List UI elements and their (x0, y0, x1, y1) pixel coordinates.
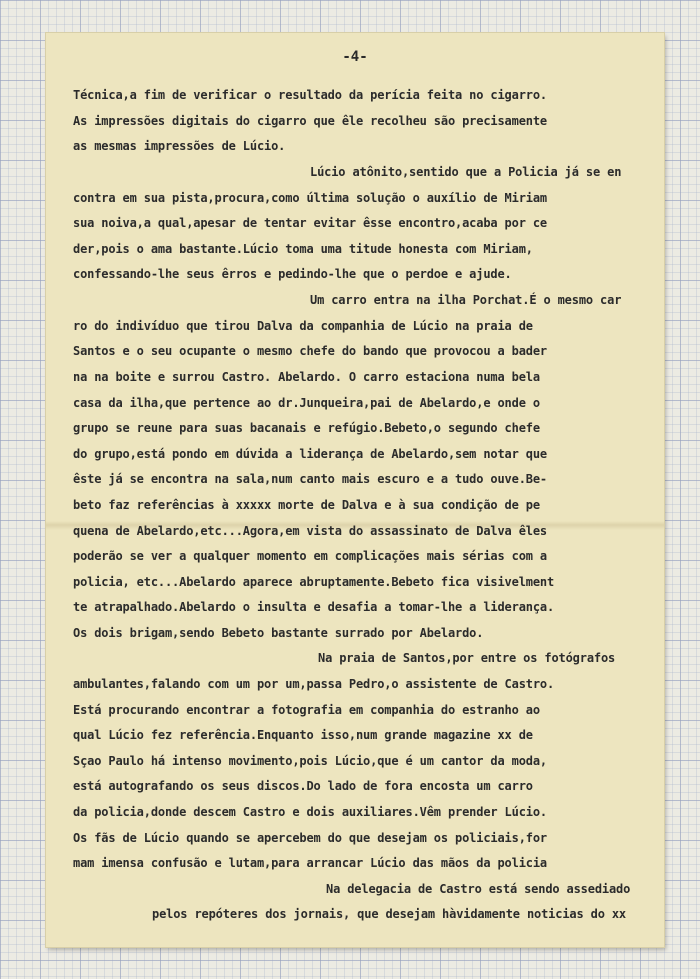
text-line: te atrapalhado.Abelardo o insulta e desafia a tomar-lhe a liderança. (73, 600, 555, 614)
text-line: mam imensa confusão e lutam,para arrancar Lúcio das mãos da policia (73, 856, 547, 870)
text-line: ambulantes,falando com um por um,passa Pedro,o assistente de Castro. (73, 677, 555, 691)
text-line: Santos e o seu ocupante o mesmo chefe do bando que provocou a bader (73, 344, 547, 358)
text-line: casa da ilha,que pertence ao dr.Junqueira,pai de Abelardo,e onde o (73, 396, 540, 410)
text-line: Na praia de Santos,por entre os fotógrafos (318, 651, 616, 665)
text-line: as mesmas impressões de Lúcio. (73, 139, 286, 153)
text-line: contra em sua pista,procura,como última solução o auxílio de Miriam (73, 191, 547, 205)
text-line: da policia,donde descem Castro e dois auxiliares.Vêm prender Lúcio. (73, 805, 547, 819)
text-line: ro do indivíduo que tirou Dalva da companhia de Lúcio na praia de (73, 319, 533, 333)
text-line: pelos repóteres dos jornais, que desejam hàvidamente noticias do xx (152, 907, 626, 921)
text-line: Técnica,a fim de verificar o resultado da perícia feita no cigarro. (73, 88, 547, 102)
text-line: Está procurando encontrar a fotografia em companhia do estranho ao (73, 703, 540, 717)
text-line: está autografando os seus discos.Do lado de fora encosta um carro (73, 779, 533, 793)
text-line: quena de Abelardo,etc...Agora,em vista do assassinato de Dalva êles (73, 524, 547, 538)
text-line: qual Lúcio fez referência.Enquanto isso,num grande magazine xx de (73, 728, 533, 742)
text-line: Os dois brigam,sendo Bebeto bastante surrado por Abelardo. (73, 626, 484, 640)
text-line: do grupo,está pondo em dúvida a liderança de Abelardo,sem notar que (73, 447, 547, 461)
text-line: êste já se encontra na sala,num canto mais escuro e a tudo ouve.Be- (73, 472, 547, 486)
text-line: Lúcio atônito,sentido que a Policia já se en (310, 165, 622, 179)
text-line: na na boite e surrou Castro. Abelardo. O carro estaciona numa bela (73, 370, 540, 384)
text-line: grupo se reune para suas bacanais e refúgio.Bebeto,o segundo chefe (73, 421, 540, 435)
text-line: poderão se ver a qualquer momento em complicações mais sérias com a (73, 549, 547, 563)
typewritten-page (46, 33, 664, 947)
text-line: policia, etc...Abelardo aparece abruptamente.Bebeto fica visivelment (73, 575, 555, 589)
text-line: Os fãs de Lúcio quando se apercebem do que desejam os policiais,for (73, 831, 547, 845)
text-line: confessando-lhe seus êrros e pedindo-lhe que o perdoe e ajude. (73, 267, 512, 281)
text-line: As impressões digitais do cigarro que êle recolheu são precisamente (73, 114, 547, 128)
text-line: beto faz referências à xxxxx morte de Dalva e à sua condição de pe (73, 498, 540, 512)
text-line: der,pois o ama bastante.Lúcio toma uma titude honesta com Miriam, (73, 242, 533, 256)
text-line: Um carro entra na ilha Porchat.É o mesmo car (310, 293, 622, 307)
text-line: sua noiva,a qual,apesar de tentar evitar êsse encontro,acaba por ce (73, 216, 547, 230)
text-line: Na delegacia de Castro está sendo assediado (326, 882, 631, 896)
text-line: Sçao Paulo há intenso movimento,pois Lúcio,que é um cantor da moda, (73, 754, 547, 768)
page-number: -4- (342, 49, 368, 65)
